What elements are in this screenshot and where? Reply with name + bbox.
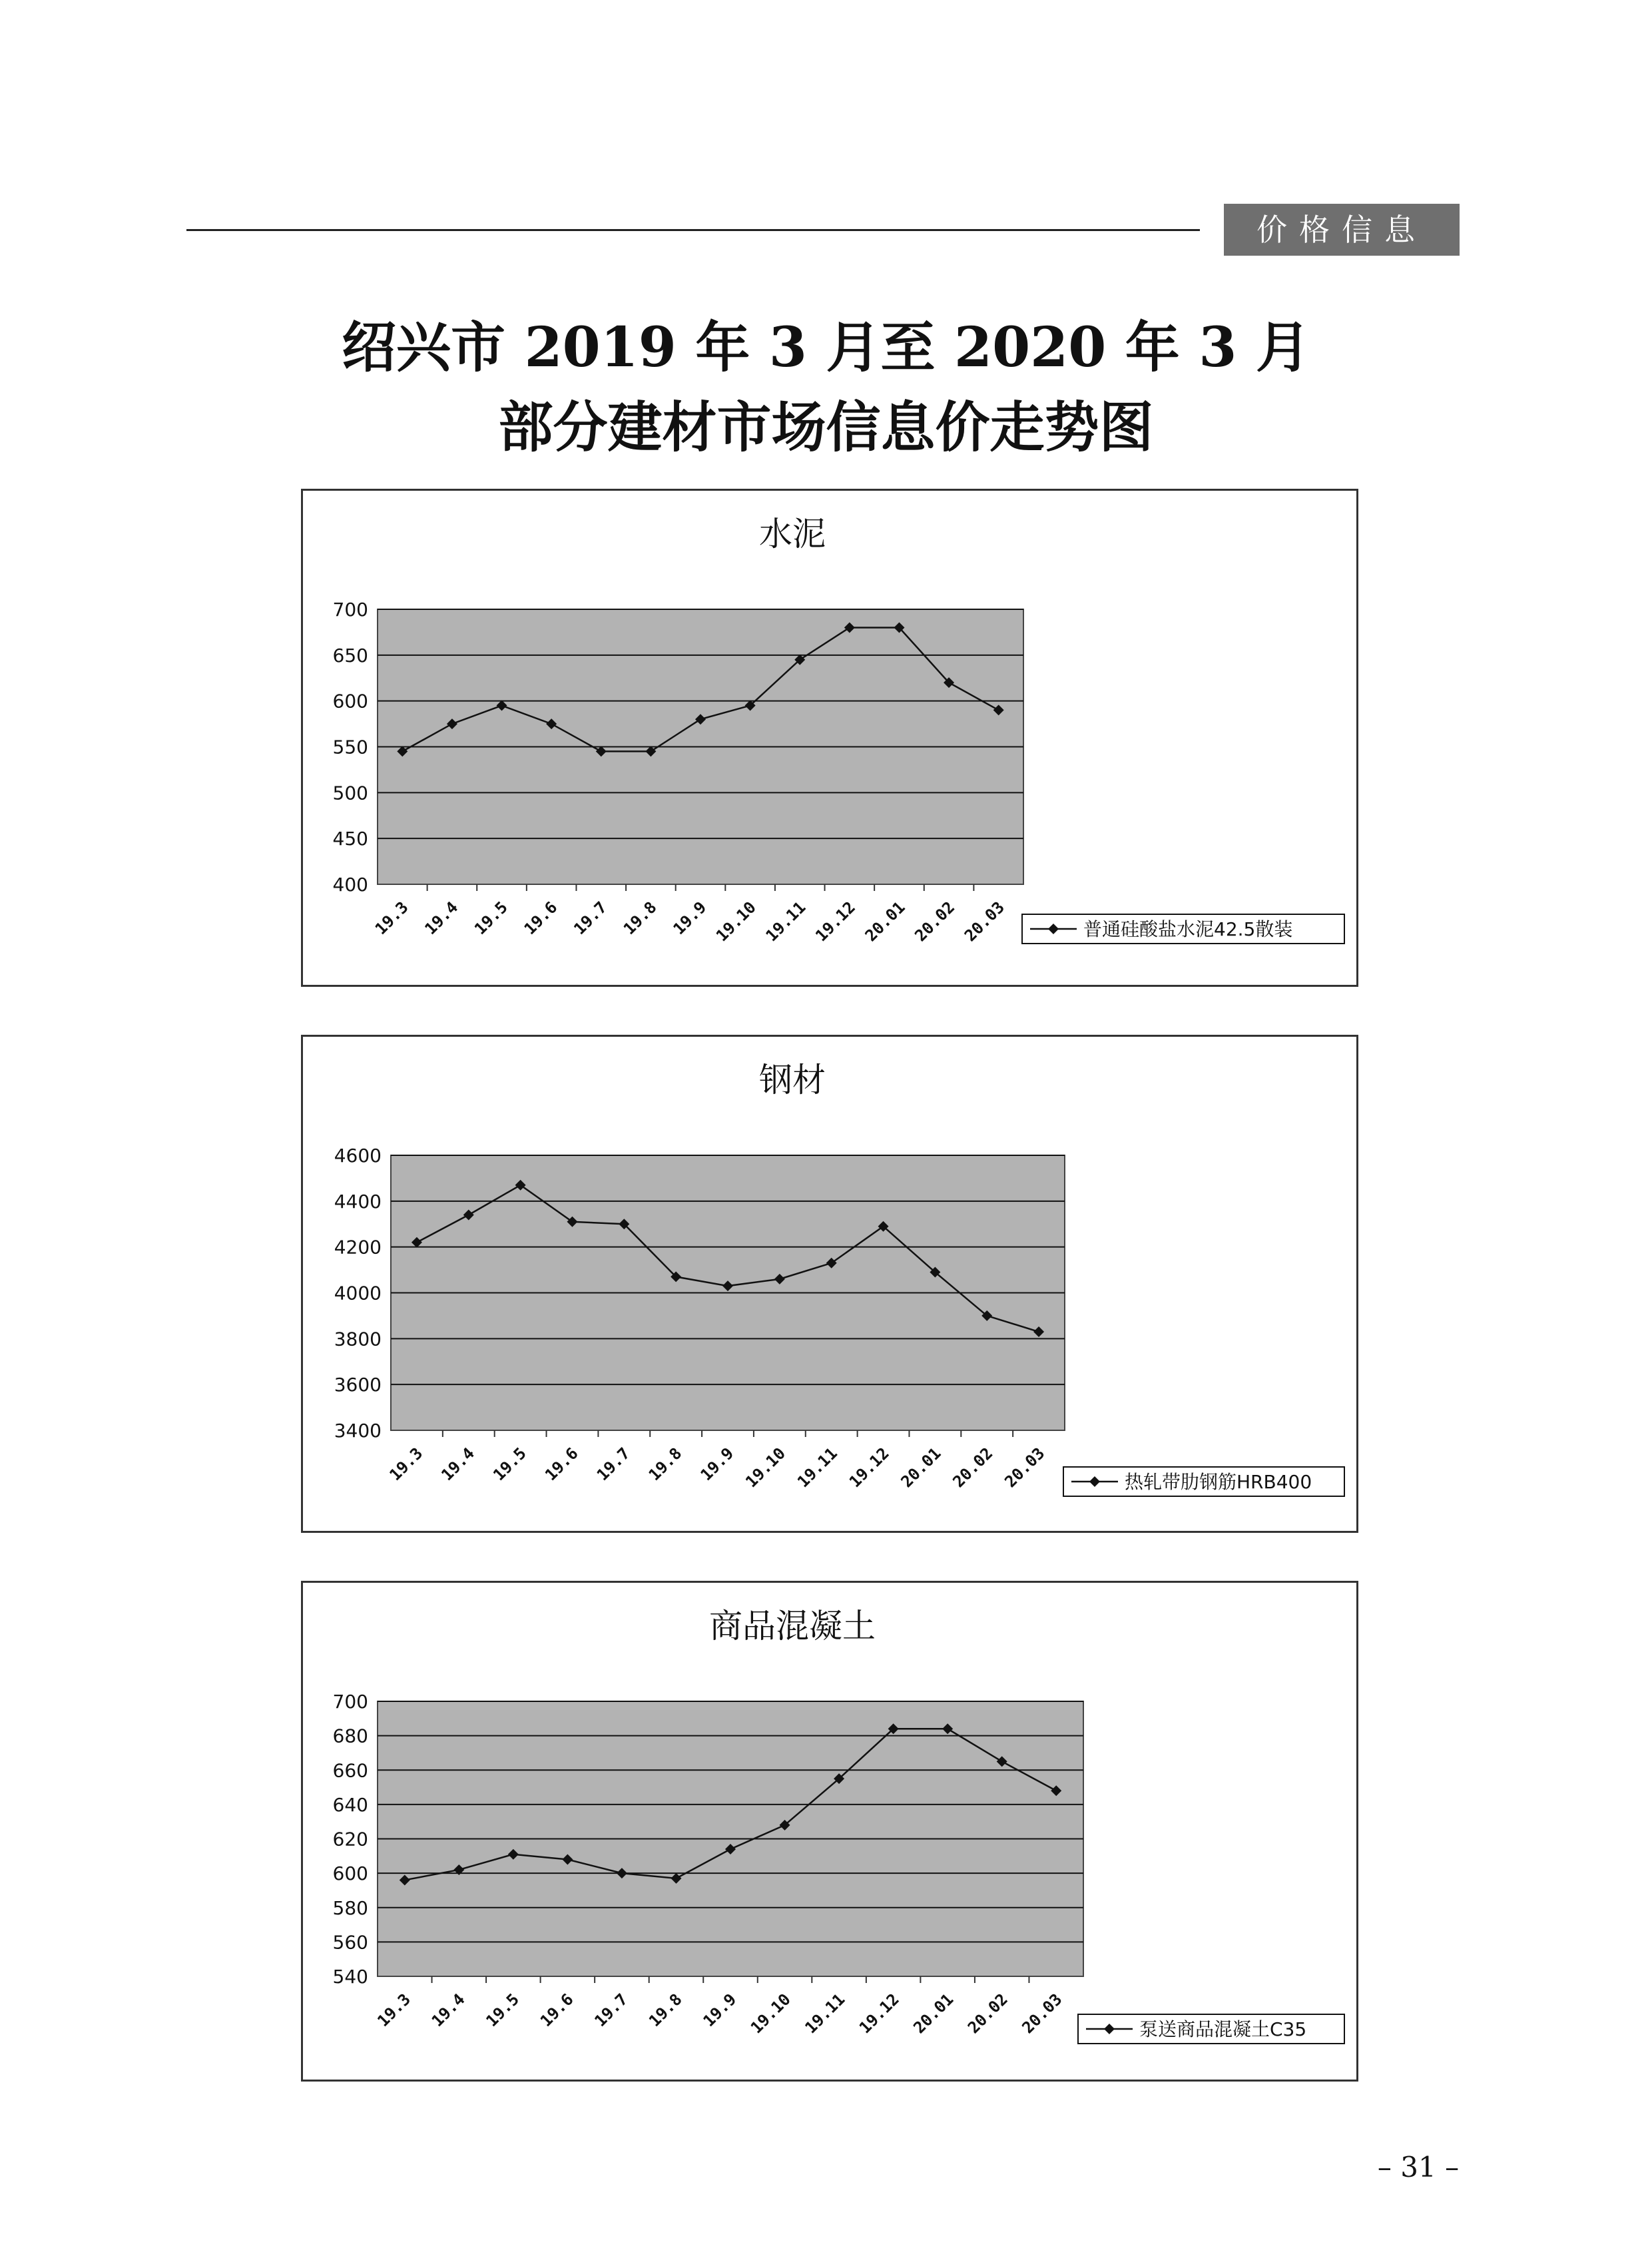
y-tick-label: 580 xyxy=(332,1896,368,1919)
concrete-chart xyxy=(301,1581,1358,2082)
x-tick-label: 20.03 xyxy=(1001,1444,1049,1492)
x-tick-label: 20.01 xyxy=(861,898,909,946)
x-tick-label: 19.8 xyxy=(645,1990,686,2031)
x-tick-label: 20.03 xyxy=(1018,1990,1066,2038)
x-tick-label: 19.9 xyxy=(696,1444,738,1485)
x-tick-label: 20.03 xyxy=(961,898,1008,946)
legend-label: 普通硅酸盐水泥42.5散装 xyxy=(1083,918,1293,940)
y-tick-label: 4000 xyxy=(334,1282,382,1304)
x-tick-label: 19.5 xyxy=(471,898,511,939)
x-tick-label: 19.4 xyxy=(421,898,462,939)
y-tick-label: 500 xyxy=(332,782,368,804)
x-tick-label: 19.12 xyxy=(845,1444,893,1492)
x-tick-label: 19.3 xyxy=(386,1444,427,1485)
x-tick-label: 19.12 xyxy=(855,1990,903,2038)
x-tick-label: 19.11 xyxy=(801,1990,849,2038)
x-tick-label: 19.12 xyxy=(812,898,860,946)
y-tick-label: 680 xyxy=(332,1725,368,1747)
y-tick-label: 540 xyxy=(332,1966,368,1988)
steel-chart xyxy=(301,1035,1358,1533)
y-tick-label: 4600 xyxy=(334,1145,382,1167)
x-tick-label: 19.3 xyxy=(374,1990,415,2031)
x-tick-label: 19.3 xyxy=(371,898,412,939)
y-tick-label: 550 xyxy=(332,736,368,758)
y-tick-label: 600 xyxy=(332,690,368,712)
page-title-line-2: 部分建材市场信息价走势图 xyxy=(498,396,1154,459)
y-tick-label: 450 xyxy=(332,828,368,850)
cement-chart xyxy=(301,489,1358,987)
x-tick-label: 19.8 xyxy=(645,1444,686,1485)
x-tick-label: 19.7 xyxy=(591,1990,632,2031)
y-tick-label: 400 xyxy=(332,874,368,896)
y-tick-label: 3600 xyxy=(334,1374,382,1396)
x-tick-label: 19.6 xyxy=(520,898,561,939)
y-tick-label: 650 xyxy=(332,644,368,667)
page-number: – 31 – xyxy=(1377,2151,1460,2183)
x-tick-label: 19.7 xyxy=(570,898,611,939)
x-tick-label: 19.8 xyxy=(619,898,661,939)
y-tick-label: 4200 xyxy=(334,1236,382,1259)
chart-title: 水泥 xyxy=(759,515,826,553)
x-tick-label: 20.01 xyxy=(897,1444,945,1492)
y-tick-label: 700 xyxy=(332,1691,368,1713)
chart-title: 商品混凝土 xyxy=(709,1607,876,1645)
x-tick-label: 20.02 xyxy=(911,898,959,946)
y-tick-label: 560 xyxy=(332,1931,368,1954)
y-tick-label: 660 xyxy=(332,1759,368,1782)
x-tick-label: 19.9 xyxy=(669,898,710,939)
chart-svg xyxy=(303,491,1356,985)
legend-label: 泵送商品混凝土C35 xyxy=(1139,2018,1307,2040)
legend-label: 热轧带肋钢筋HRB400 xyxy=(1125,1471,1312,1493)
x-tick-label: 19.10 xyxy=(742,1444,790,1492)
y-tick-label: 640 xyxy=(332,1793,368,1816)
x-tick-label: 20.02 xyxy=(949,1444,997,1492)
header-rule xyxy=(186,229,1200,231)
y-tick-label: 700 xyxy=(332,599,368,621)
chart-title: 钢材 xyxy=(759,1061,826,1099)
x-tick-label: 19.11 xyxy=(794,1444,841,1492)
x-tick-label: 19.7 xyxy=(593,1444,634,1485)
x-tick-label: 19.5 xyxy=(489,1444,530,1485)
x-tick-label: 20.01 xyxy=(910,1990,958,2038)
x-tick-label: 19.4 xyxy=(437,1444,479,1485)
chart-svg xyxy=(303,1037,1356,1531)
x-tick-label: 19.11 xyxy=(762,898,810,946)
x-tick-label: 19.4 xyxy=(427,1990,469,2031)
section-tag: 价格信息 xyxy=(1224,204,1460,256)
x-tick-label: 19.10 xyxy=(712,898,760,946)
x-tick-label: 19.9 xyxy=(699,1990,740,2031)
y-tick-label: 620 xyxy=(332,1828,368,1850)
x-tick-label: 19.5 xyxy=(482,1990,523,2031)
x-tick-label: 19.10 xyxy=(746,1990,794,2038)
page-title-line-1: 绍兴市 2019 年 3 月至 2020 年 3 月 xyxy=(342,316,1310,380)
y-tick-label: 3800 xyxy=(334,1328,382,1350)
x-tick-label: 19.6 xyxy=(541,1444,582,1485)
chart-svg xyxy=(303,1583,1356,2080)
y-tick-label: 3400 xyxy=(334,1420,382,1442)
x-tick-label: 20.02 xyxy=(964,1990,1011,2038)
y-tick-label: 600 xyxy=(332,1862,368,1885)
y-tick-label: 4400 xyxy=(334,1190,382,1213)
x-tick-label: 19.6 xyxy=(536,1990,577,2031)
